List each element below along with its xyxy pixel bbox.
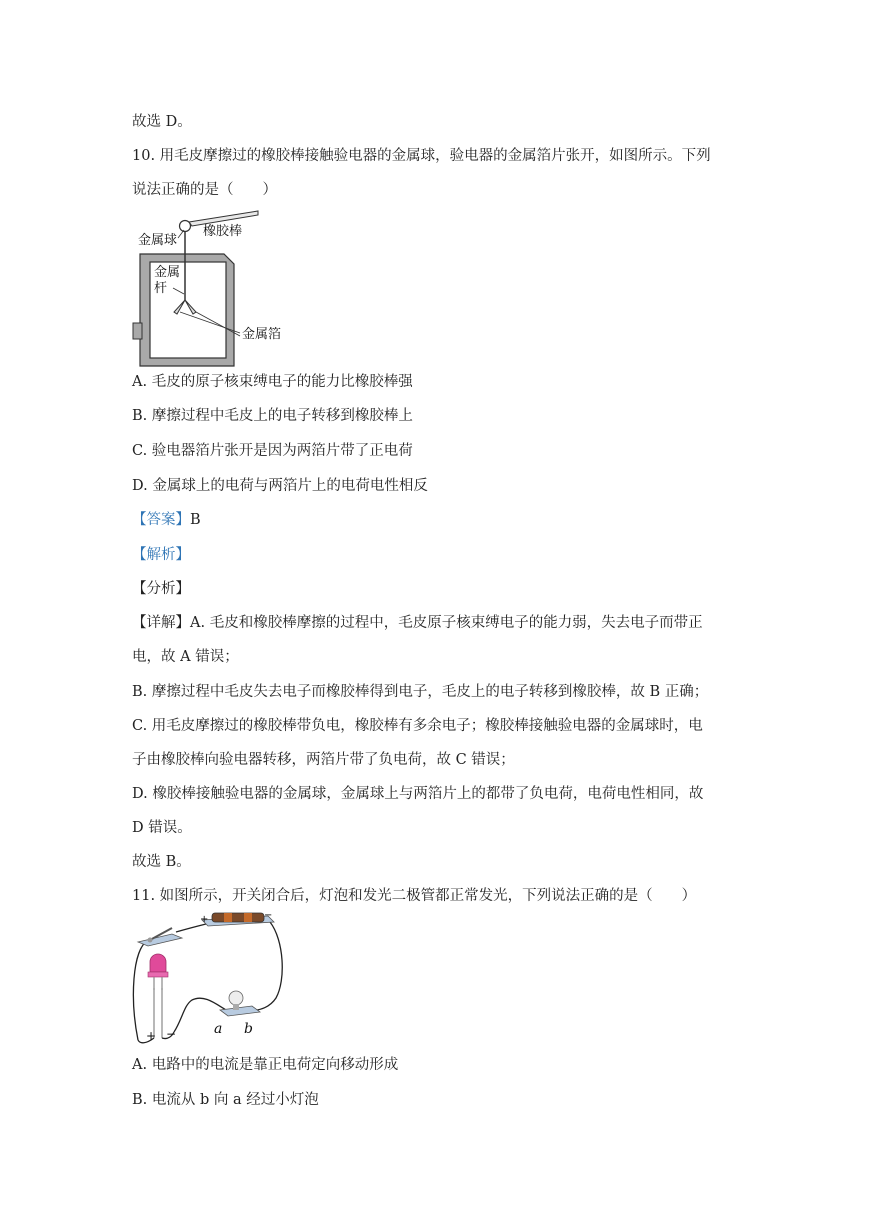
detail-line-2: 电，故 A 错误；: [132, 649, 239, 665]
circuit-figure: [128, 910, 288, 1050]
label-minus-bottom: −: [166, 1027, 177, 1041]
label-foil: 金属箔: [242, 327, 282, 342]
question-10-stem: 10. 用毛皮摩擦过的橡胶棒接触验电器的金属球，验电器的金属箔片张开，如图所示。下列: [132, 148, 711, 164]
label-rod: 橡胶棒: [203, 224, 243, 239]
text-line: 故选 B。: [132, 854, 191, 870]
detail-line-7: D 错误。: [132, 820, 192, 836]
text-line: 故选 D。: [132, 114, 192, 130]
label-plus-bottom: +: [146, 1029, 157, 1043]
label-ball: 金属球: [138, 233, 178, 248]
label-plus-top: +: [200, 914, 209, 925]
label-stem-1: 金属: [154, 265, 181, 280]
q11-option-a: A. 电路中的电流是靠正电荷定向移动形成: [132, 1057, 399, 1073]
label-b: b: [244, 1021, 253, 1037]
answer-line: [132, 510, 201, 530]
analysis-tag: 【解析】: [132, 547, 190, 563]
detail-text: A. 毛皮和橡胶棒摩擦的过程中，毛皮原子核束缚电子的能力弱，失去电子而带正: [190, 615, 703, 631]
option-c: C. 验电器箔片张开是因为两箔片带了正电荷: [132, 443, 413, 459]
question-11-stem: 11. 如图所示，开关闭合后，灯泡和发光二极管都正常发光，下列说法正确的是（ ）: [132, 888, 697, 904]
fenxi-tag: 【分析】: [132, 581, 190, 597]
detail-line-5: 子由橡胶棒向验电器转移，两箔片带了负电荷，故 C 错误；: [132, 752, 515, 768]
detail-tag: 【详解】: [132, 615, 190, 631]
detail-line-1: [132, 613, 703, 633]
option-d: D. 金属球上的电荷与两箔片上的电荷电性相反: [132, 478, 428, 494]
q11-option-b: B. 电流从 b 向 a 经过小灯泡: [132, 1092, 319, 1108]
label-minus-top: −: [264, 910, 273, 921]
detail-line-3: B. 摩擦过程中毛皮失去电子而橡胶棒得到电子，毛皮上的电子转移到橡胶棒，故 B 正确；: [132, 684, 709, 700]
label-stem-2: 杆: [154, 281, 168, 296]
answer-value: B: [190, 512, 201, 528]
option-a: A. 毛皮的原子核束缚电子的能力比橡胶棒强: [132, 374, 413, 390]
electroscope-figure: [130, 206, 310, 368]
detail-line-6: D. 橡胶棒接触验电器的金属球，金属球上与两箔片上的都带了负电荷，电荷电性相同，故: [132, 786, 704, 802]
answer-tag: 【答案】: [132, 512, 190, 528]
question-10-stem-cont: 说法正确的是（ ）: [132, 182, 277, 198]
label-a: a: [214, 1021, 223, 1037]
option-b: B. 摩擦过程中毛皮上的电子转移到橡胶棒上: [132, 408, 413, 424]
detail-line-4: C. 用毛皮摩擦过的橡胶棒带负电，橡胶棒有多余电子；橡胶棒接触验电器的金属球时，电: [132, 718, 703, 734]
